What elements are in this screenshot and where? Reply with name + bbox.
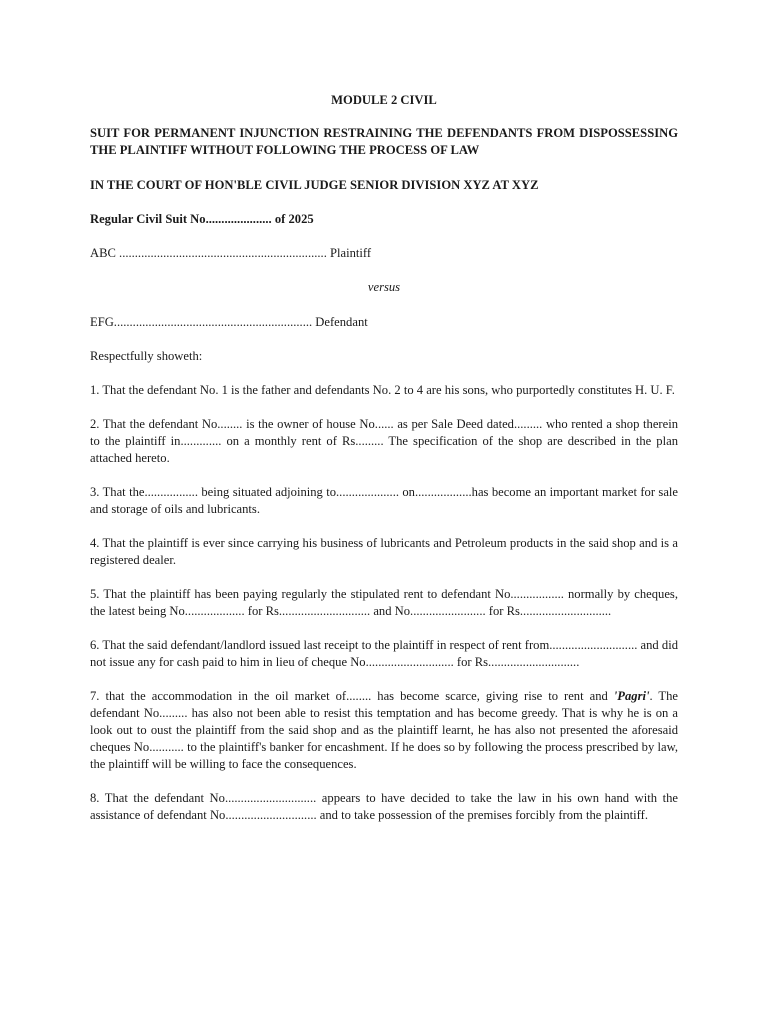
- paragraph-6: 6. That the said defendant/landlord issued last receipt to the plaintiff in respect of rent from............................ and did not issue any for cash paid to him in lieu of cheque No............................ for Rs.............................: [90, 638, 678, 669]
- paragraph-7-end: . The defendant No......... has also not been able to resist this temptation and has become greedy. That is why he is on a look out to oust the plaintiff from the said shop and as the plaintiff learnt, he has also not presented the aforesaid cheques No........... to the plaintiff's banker for encashment. If he does so by following the process prescribed by law, the plaintiff will be willing to face the consequences.: [90, 689, 678, 771]
- paragraph-5: 5. That the plaintiff has been paying regularly the stipulated rent to defendant No................. normally by cheques, the latest being No................... for Rs............................. and No........................ for Rs.............................: [90, 587, 678, 618]
- paragraph-4: 4. That the plaintiff is ever since carrying his business of lubricants and Petroleum products in the said shop and is a registered dealer.: [90, 536, 678, 567]
- document-page: [90, 92, 678, 841]
- document-title: MODULE 2 CIVIL: [331, 93, 437, 107]
- paragraph-7: [90, 688, 678, 773]
- opening-line: Respectfully showeth:: [90, 349, 203, 363]
- suit-heading: SUIT FOR PERMANENT INJUNCTION RESTRAINING THE DEFENDANTS FROM DISPOSSESSING THE PLAINTIFF WITHOUT FOLLOWING THE PROCESS OF LAW: [90, 126, 678, 157]
- paragraph-1: 1. That the defendant No. 1 is the father and defendants No. 2 to 4 are his sons, who purportedly constitutes H. U. F.: [90, 383, 675, 397]
- court-line: IN THE COURT OF HON'BLE CIVIL JUDGE SENIOR DIVISION XYZ AT XYZ: [90, 178, 539, 192]
- pagri-term: 'Pagri': [613, 689, 650, 703]
- paragraph-7-start: 7. that the accommodation in the oil market of........ has become scarce, giving rise to rent and: [90, 689, 614, 703]
- versus-label: versus: [367, 280, 401, 294]
- defendant-line: EFG............................................................... Defendant: [90, 315, 368, 329]
- plaintiff-line: ABC .................................................................. Plaintiff: [90, 246, 372, 260]
- paragraph-2: 2. That the defendant No........ is the owner of house No...... as per Sale Deed dated......... who rented a shop therein to the plaintiff in............. on a monthly rent of Rs......... The specification of the shop are described in the plan attached hereto.: [90, 417, 678, 465]
- paragraph-8: 8. That the defendant No............................. appears to have decided to take the law in his own hand with the assistance of defendant No............................. and to take possession of the premises forcibly from the plaintiff.: [90, 791, 678, 822]
- suit-number: Regular Civil Suit No..................... of 2025: [90, 212, 314, 226]
- paragraph-3: 3. That the................. being situated adjoining to.................... on..................has become an important market for sale and storage of oils and lubricants.: [90, 485, 678, 516]
